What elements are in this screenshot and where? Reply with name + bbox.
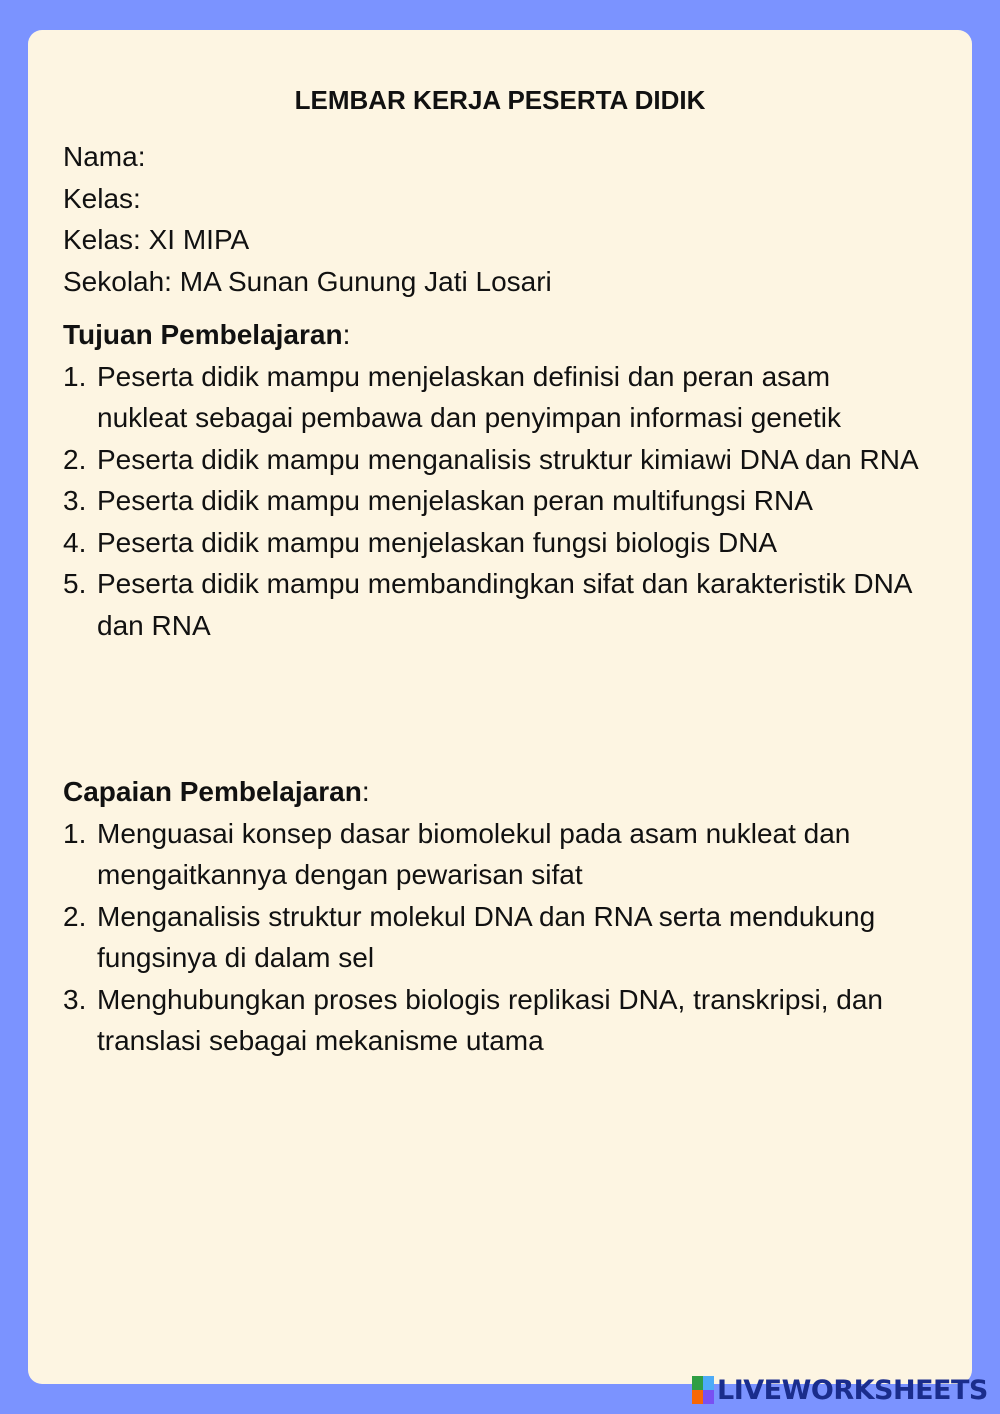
info-name-line: Nama: <box>63 141 146 172</box>
list-number: 4. <box>63 526 87 558</box>
tujuan-heading-colon: : <box>342 319 351 350</box>
liveworksheets-logo[interactable] <box>692 1373 988 1407</box>
page-title: LEMBAR KERJA PESERTA DIDIK <box>294 85 706 115</box>
list-number: 1. <box>63 817 87 849</box>
info-class-value-line: Kelas: XI MIPA <box>63 224 250 255</box>
list-text: Peserta didik mampu membandingkan sifat dan karakteristik DNA dan RNA <box>97 568 911 641</box>
info-school-line: Sekolah: MA Sunan Gunung Jati Losari <box>63 265 552 297</box>
list-item <box>63 563 923 646</box>
liveworksheets-logo-icon <box>692 1376 714 1404</box>
tujuan-heading-label: Tujuan Pembelajaran <box>63 319 343 350</box>
list-item <box>63 896 923 979</box>
list-number: 5. <box>63 568 87 599</box>
tujuan-heading <box>63 314 923 356</box>
list-text: Menghubungkan proses biologis replikasi DNA, transkripsi, dan translasi sebagai mekanisme utama <box>97 983 883 1056</box>
list-number: 3. <box>63 983 87 1015</box>
list-text: Menganalisis struktur molekul DNA dan RNA serta mendukung fungsinya di dalam sel <box>97 900 876 973</box>
tujuan-list <box>63 356 923 647</box>
list-number: 3. <box>63 485 87 516</box>
capaian-section <box>63 771 923 1062</box>
capaian-heading-label: Capaian Pembelajaran <box>63 776 362 807</box>
list-text: Peserta didik mampu menjelaskan peran multifungsi RNA <box>97 485 813 516</box>
list-item <box>63 522 923 564</box>
list-number: 2. <box>63 900 87 932</box>
capaian-list <box>63 813 923 1062</box>
capaian-heading-colon: : <box>361 776 370 807</box>
tujuan-section <box>63 314 923 646</box>
list-item <box>63 480 923 522</box>
list-number: 2. <box>63 443 87 475</box>
list-text: Peserta didik mampu menjelaskan fungsi biologis DNA <box>97 526 778 558</box>
list-text: Peserta didik mampu menganalisis struktur kimiawi DNA dan RNA <box>97 443 919 475</box>
list-item <box>63 979 923 1062</box>
list-item <box>63 813 923 896</box>
list-text: Peserta didik mampu menjelaskan definisi dan peran asam nukleat sebagai pembawa dan penyimpan informasi genetik <box>97 360 842 433</box>
list-item <box>63 356 923 439</box>
list-item <box>63 439 923 481</box>
list-number: 1. <box>63 360 87 392</box>
capaian-heading <box>63 771 923 813</box>
liveworksheets-logo-text: LIVEWORKSHEETS <box>717 1374 988 1406</box>
info-class-line: Kelas: <box>63 182 141 214</box>
list-text: Menguasai konsep dasar biomolekul pada asam nukleat dan mengaitkannya dengan pewarisan sifat <box>97 817 851 890</box>
student-info <box>63 136 552 302</box>
